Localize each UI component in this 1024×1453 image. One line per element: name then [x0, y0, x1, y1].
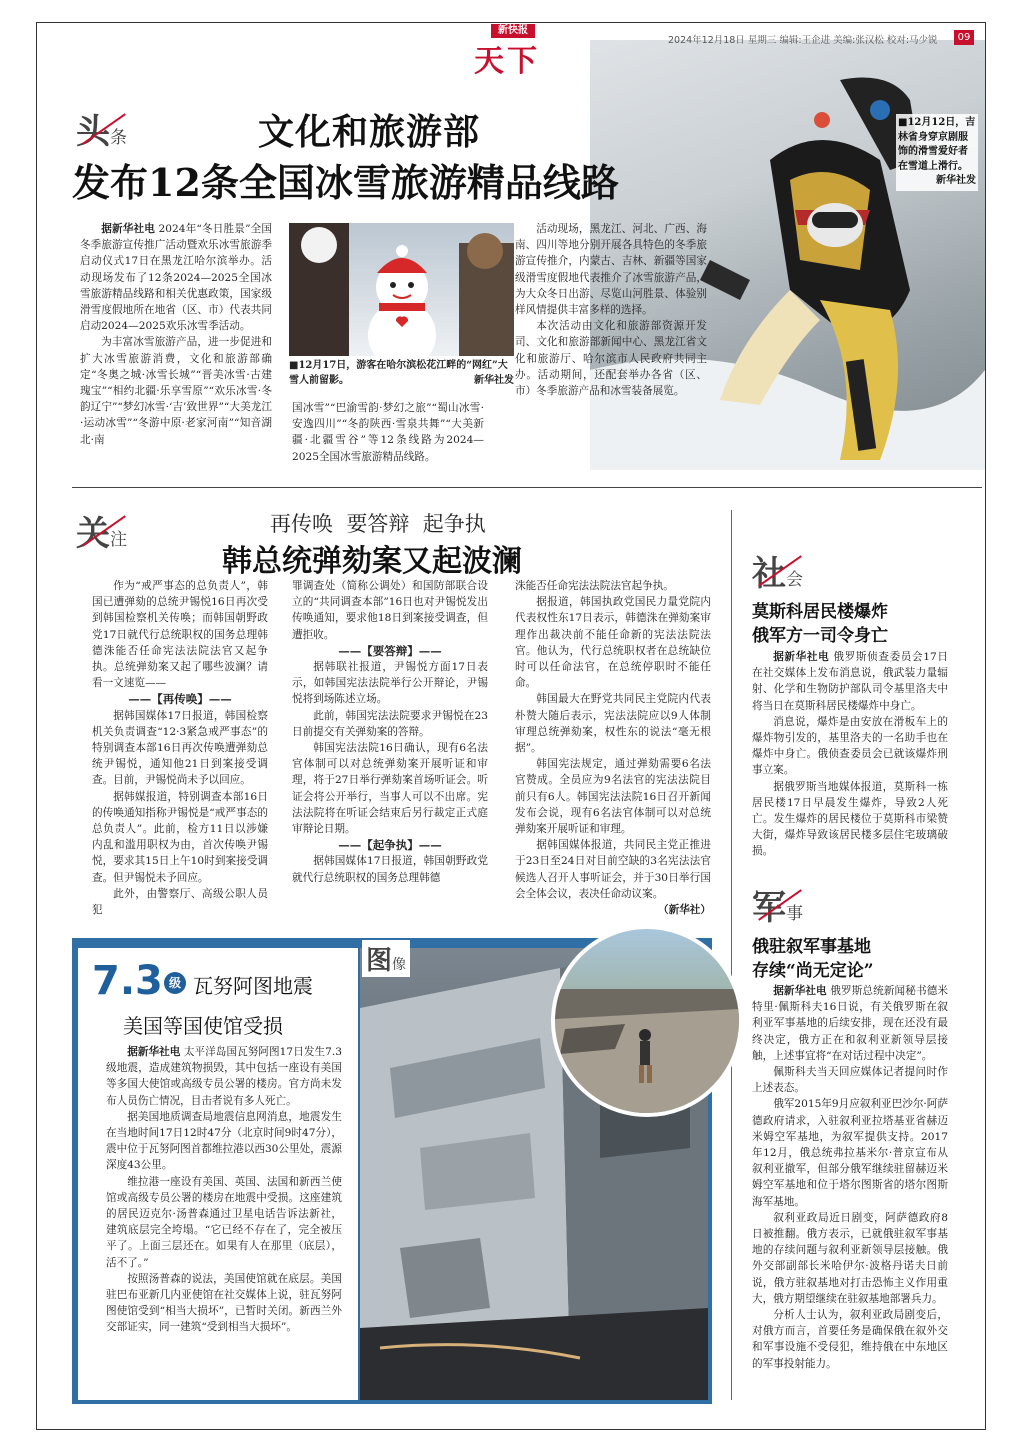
- syria-p5: 分析人士认为，叙利亚政局剧变后，对俄方而言，首要任务是确保俄在叙外交和军事设施不受侵犯，维持俄在中东地区的军事投射能力。: [752, 1309, 948, 1370]
- korea-col1-p2: 据韩国媒体17日报道，韩国检察机关负责调查“12·3紧急戒严事态”的特别调查本部16日再次传唤遭弹劾总统尹锡悦，通知他21日到案接受调查。目前，尹锡悦尚未予以回应。: [92, 709, 268, 787]
- syria-title-line2: 存续“尚无定论”: [752, 961, 874, 981]
- snowman-credit: 新华社发: [474, 375, 514, 386]
- quake-p3: 维拉港一座设有美国、英国、法国和新西兰使馆或高级专员公署的楼房在地震中受损。这座建筑的居民迈克尔·汤普森通过卫星电话告诉法新社，建筑底层完全垮塌。“它已经不存在了，完全被压平了。上面三层还在。如果有人在那里（底层），活不了。”: [106, 1175, 342, 1269]
- quake-title-line1: 瓦努阿图地震: [193, 974, 313, 998]
- moscow-body: [752, 649, 948, 860]
- top-col1: [80, 221, 272, 448]
- korea-sub-dispute: ——【起争执】——: [338, 838, 442, 853]
- korea-sub-defense: ——【要答辩】——: [338, 643, 442, 658]
- skier-credit: 新华社发: [936, 175, 976, 186]
- category-military-big: 军: [752, 888, 786, 928]
- korea-kicker: 再传唤 要答辩 起争执: [270, 512, 486, 536]
- korea-col1-p4: 此外，由警察厅、高级公职人员犯: [92, 887, 268, 917]
- quake-p1: 据新华社电 太平洋岛国瓦努阿图17日发生7.3级地震，造成建筑物损毁，其中包括一座设有美国等多国大使馆或高级专员公署的楼房。官方尚未发布人员伤亡情况，目击者说有多人死亡。: [106, 1046, 343, 1107]
- divider-top: [72, 487, 982, 488]
- top-col1-p2: 为丰富冰雪旅游产品，进一步促进和扩大冰雪旅游消费，文化和旅游部确定“冬奥之城·冰雪长城”“晋美冰雪·古建瑰宝”“相约北疆·乐享雪原”“欢乐冰雪·冬韵辽宁”“梦幻冰雪·‘吉’致世界”“大美龙江·运动冰雪”“冬游中原·老家河南”“知音湖北·南: [80, 336, 272, 446]
- category-big: 头: [76, 112, 110, 152]
- category-society-small: 会: [786, 570, 803, 590]
- moscow-title-line2: 俄军方一司令身亡: [752, 626, 888, 646]
- category-image-big: 图: [366, 946, 393, 976]
- snowman-photo: [289, 223, 514, 356]
- syria-p2: 佩斯科夫当天回应媒体记者提问时作上述表态。: [752, 1066, 948, 1095]
- category-military-small: 事: [786, 904, 803, 924]
- category-focus-small: 注: [110, 530, 127, 550]
- syria-p3: 俄军2015年9月应叙利亚巴沙尔·阿萨德政府请求，入驻叙利亚拉塔基亚省赫迈米姆空军基地，为叙军提供支持。2017年12月，俄总统弗拉基米尔·普京宣布从叙利亚撤军，但部分俄军继续驻留赫迈米姆空军基地和位于塔尔图斯省的塔尔图斯海军基地。: [752, 1098, 948, 1208]
- section-title: 天下: [474, 44, 540, 79]
- quake-title-line2: 美国等国使馆受损: [123, 1014, 283, 1038]
- category-image-small: 像: [392, 957, 407, 973]
- category-focus-big: 关: [76, 514, 110, 554]
- top-col3: [515, 221, 707, 399]
- quake-p2: 据美国地质调查局地震信息网消息，地震发生在当地时间17日12时47分（北京时间9时47分），震中位于瓦努阿图首都维拉港以西30公里处，震源深度43公里。: [106, 1110, 342, 1172]
- korea-col3-p5: 据韩国媒体报道，共同民主党正推进于23日至24日对目前空缺的3名宪法法官候选人召开人事听证会，并于30日举行国会全体会议，表决任命动议案。: [515, 839, 711, 900]
- top-col2-p1: 国冰雪”“巴渝雪韵·梦幻之旅”“蜀山冰雪·安逸四川”“冬韵陕西·雪泉共舞”“大美新疆·北疆雪谷”等12条线路为2024—2025全国冰雪旅游精品线路。: [292, 402, 484, 463]
- syria-p4: 叙利亚政局近日剧变，阿萨德政府8日被推翻。俄方表示，已就俄驻叙军事基地的存续问题与叙利亚新领导层接触。俄外交部副部长米哈伊尔·波格丹诺夫日前说，俄方驻叙基地对打击恐怖主义作用重大，俄方期望继续在驻叙基地部署兵力。: [752, 1211, 948, 1305]
- korea-col2-p4: 韩国宪法法院16日确认，现有6名法官体制可以对总统弹劾案开展听证和审理，将于27日举行弹劾案首场听证会。听证会将公开举行，当事人可以不出席。宪法法院将在听证会结束后另行裁定正式庭审辩论日期。: [292, 742, 488, 836]
- korea-col1: [92, 578, 268, 918]
- top-title-line1: 文化和旅游部: [258, 111, 481, 153]
- korea-col2-p2: 据韩联社报道，尹锡悦方面17日表示，如韩国宪法法院举行公开辩论，尹锡悦将到场陈述立场。: [292, 661, 488, 706]
- quake-magnitude: 7.3: [92, 958, 163, 1004]
- quake-unit-badge: 级: [164, 972, 186, 994]
- category-image: [362, 940, 410, 977]
- korea-col3-p4: 韩国宪法规定，通过弹劾需要6名法官赞成。全员应为9名法官的宪法法院目前只有6人。韩国宪法法院16日召开新闻发布会说，现有6名法官体制可以对总统弹劾案开展听证和审理。: [515, 758, 711, 836]
- snowman-caption: [289, 358, 514, 388]
- korea-col2-p1: 罪调查处（简称公调处）和国防部联合设立的“共同调查本部”16日也对尹锡悦发出传唤通知，要求他18日到案接受调查，但遭拒收。: [292, 580, 488, 641]
- korea-col3-p2: 据报道，韩国执政党国民力量党院内代表权性东17日表示，韩德洙在弹劾案审理作出裁决前不能任命新的宪法法院法官。他认为，代行总统职权者在总统缺位时可以任命法官，在总统停职时不能任命。: [515, 596, 711, 690]
- page-number: 09: [954, 30, 974, 45]
- skier-caption: [896, 114, 978, 191]
- korea-col2-p3: 此前，韩国宪法法院要求尹锡悦在23日前提交有关弹劾案的答辩。: [292, 709, 488, 738]
- top-col1-p1: 据新华社电 2024年“冬日胜景”全国冬季旅游宣传推广活动暨欢乐冰雪旅游季启动仪式17日在黑龙江哈尔滨举办。活动现场发布了12条2024—2025全国冰雪旅游精品线路和相关优惠政策，国家级滑雪度假地所在地省（区、市）代表共同启动2024—2025欢乐冰雪季活动。: [80, 223, 273, 333]
- syria-title-line1: 俄驻叙军事基地: [752, 937, 871, 957]
- korea-col2: [292, 578, 488, 886]
- korea-intro: 作为“戒严事态的总负责人”，韩国已遭弹劾的总统尹锡悦16日再次受到韩国检察机关传唤；而韩国朝野政党17日就代行总统职权的国务总理韩德洙能否任命宪法法院法官又起争执。总统弹劾案又起了哪些波澜？请看一文速览——: [92, 580, 268, 690]
- quake-p4: 按照汤普森的说法，美国使馆就在底层。美国驻巴布亚新几内亚使馆在社交媒体上说，驻瓦努阿图使馆受到“相当大损坏”，已暂时关闭。新西兰外交部证实，同一建筑“受到相当大损坏”。: [106, 1272, 342, 1334]
- divider-vertical: [731, 510, 732, 1400]
- syria-p1: 据新华社电 俄罗斯总统新闻秘书德米特里·佩斯科夫16日说，有关俄罗斯在叙利亚军事基地的后续安排，现在还没有最终决定，俄方正在和叙利亚新领导层接触，上述事宜将“在对话过程中决定”。: [752, 985, 949, 1062]
- korea-col2-p5: 据韩国媒体17日报道，韩国朝野政党就代行总统职权的国务总理韩德: [292, 855, 488, 884]
- moscow-p1: 据新华社电 俄罗斯侦查委员会17日在社交媒体上发布消息说，俄武装力量辐射、化学和生物防护部队司令基里洛夫中将当日在莫斯科居民楼爆炸中身亡。: [752, 651, 948, 712]
- syria-body: [752, 983, 948, 1372]
- skier-caption-text: ■12月12日，吉林省身穿京剧服饰的滑雪爱好者在雪道上滑行。: [898, 117, 976, 172]
- category-society-big: 社: [752, 554, 786, 594]
- top-col2: [292, 400, 484, 465]
- top-col3-p2: 本次活动由文化和旅游部资源开发司、文化和旅游部新闻中心、黑龙江省文化和旅游厅、哈尔滨市人民政府共同主办。活动期间，还配套举办各省（区、市）冬季旅游产品和冰雪装备展览。: [515, 320, 707, 398]
- category-small: 条: [110, 128, 127, 148]
- korea-sub-summon: ——【再传唤】——: [128, 692, 232, 707]
- moscow-p3: 据俄罗斯当地媒体报道，莫斯科一栋居民楼17日早晨发生爆炸，导致2人死亡。发生爆炸的居民楼位于莫斯科市梁赞大街，爆炸导致该居民楼多层住宅玻璃破损。: [752, 780, 948, 858]
- date-line: 2024年12月18日 星期三 编辑:王企进 美编:张汉松 校对:马少锐: [668, 35, 938, 46]
- quake-body: [106, 1044, 342, 1336]
- top-col3-p1: 活动现场，黑龙江、河北、广西、海南、四川等地分别开展各具特色的冬季旅游宣传推介，内蒙古、吉林、新疆等国家级滑雪度假地代表推介了冰雪旅游产品，为大众冬日出游、尽览山河胜景、体验别样风情提供丰富多样的选择。: [515, 223, 707, 317]
- korea-col3-p3: 韩国最大在野党共同民主党院内代表朴赞大随后表示，宪法法院应以9人体制审理总统弹劾案，权性东的说法“毫无根据”。: [515, 693, 711, 755]
- moscow-p2: 消息说，爆炸是由安放在滑板车上的爆炸物引发的，基里洛夫的一名助手也在爆炸中身亡。俄侦查委员会已就该爆炸刑事立案。: [752, 715, 948, 777]
- korea-col1-p3: 据韩媒报道，特别调查本部16日的传唤通知指称尹锡悦是“戒严事态的总负责人”。此前，检方11日以涉嫌内乱和滥用职权为由，首次传唤尹锡悦，要求其15日上午10时到案接受调查。但尹锡悦未予回应。: [92, 790, 268, 884]
- top-title-line2: 发布12条全国冰雪旅游精品线路: [72, 160, 619, 205]
- quake-inset-photo: [551, 925, 743, 1117]
- korea-col3-p1: 洙能否任命宪法法院法官起争执。: [515, 580, 674, 592]
- korea-title: 韩总统弹劾案又起波澜: [222, 544, 522, 579]
- newspaper-logo: 新快报: [491, 24, 535, 38]
- snowman-caption-text: ■12月17日，游客在哈尔滨松花江畔的“网红”大雪人前留影。: [289, 360, 508, 386]
- moscow-title-line1: 莫斯科居民楼爆炸: [752, 602, 888, 622]
- korea-col3: [515, 578, 711, 918]
- korea-source: （新华社）: [658, 904, 711, 917]
